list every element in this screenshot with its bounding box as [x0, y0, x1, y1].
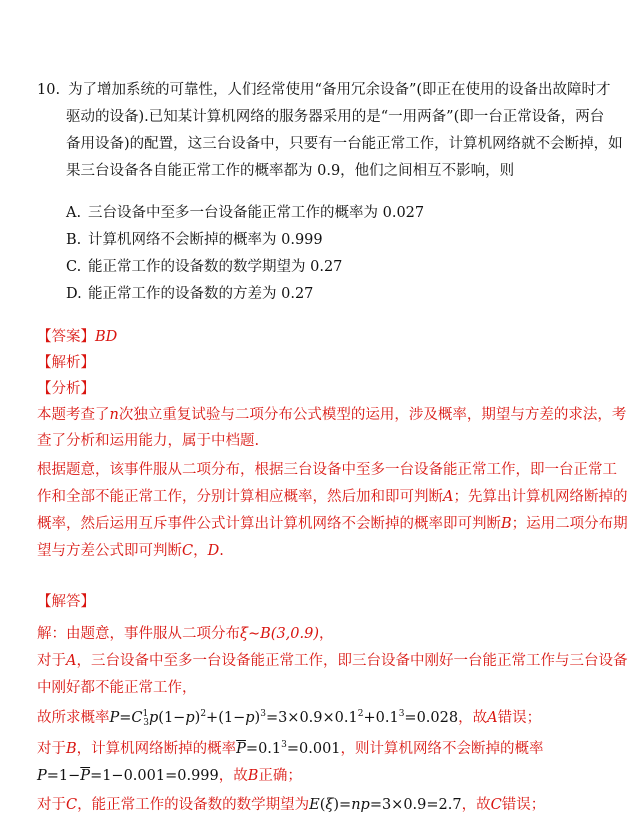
jieda-tag: 【解答】: [37, 594, 95, 610]
expectation-formula: E(ξ)=np=3×0.9=2.7: [309, 797, 462, 813]
fenxi-tag: 【分析】: [37, 381, 95, 397]
complement-formula: $\overline{P}=0.1^3=0.001$: [236, 740, 341, 757]
option-label: D.: [66, 286, 82, 302]
option-label: C.: [66, 259, 82, 275]
option-c[interactable]: [66, 257, 342, 277]
jieda-line-5: 对于B，计算机网络断掉的概率$\overline{P}=0.1^3=0.001$，则计算机网络不会断掉的概率: [37, 740, 544, 757]
jieda-line-6: $P=1-\overline{P}=1-0.001=0.999$，故B正确；: [37, 768, 302, 784]
option-label: A.: [66, 205, 82, 221]
question-line-1: [37, 80, 611, 100]
option-a[interactable]: [66, 203, 424, 223]
answer-line: [37, 327, 117, 347]
option-text: 三台设备中至多一台设备能正常工作的概率为 0.027: [88, 205, 425, 221]
answer-tag: 【答案】: [37, 329, 95, 345]
question-text: 为了增加系统的可靠性，人们经常使用“备用冗余设备”(即正在使用的设备出故障时才: [68, 82, 611, 98]
option-text: 能正常工作的设备数的方差为 0.27: [88, 286, 314, 302]
jieda-line-1: 解：由题意，事件服从二项分布ξ∼B(3,0.9)，: [37, 626, 334, 642]
fenxi-line-5: 概率，然后运用互斥事件公式计算出计算机网络不会断掉的概率即可判断B；运用二项分布期: [37, 516, 628, 532]
question-line-3: 备用设备)的配置，这三台设备中，只要有一台能正常工作，计算机网络就不会断掉，如: [66, 136, 623, 152]
answer-value: BD: [95, 329, 118, 345]
question-number: 10.: [37, 82, 61, 98]
question-line-2: 驱动的设备).已知某计算机网络的服务器采用的是“一用两备”(即一台正常设备，两台: [66, 109, 605, 125]
option-text: 计算机网络不会断掉的概率为 0.999: [88, 232, 323, 248]
jieda-line-2: 对于A，三台设备中至多一台设备能正常工作，即三台设备中刚好一台能正常工作与三台设备: [37, 653, 628, 669]
fenxi-line-6: 望与方差公式即可判断C，D.: [37, 543, 224, 559]
distribution-formula: ξ∼B(3,0.9): [240, 626, 319, 642]
analysis-tag: 【解析】: [37, 355, 95, 371]
option-text: 能正常工作的设备数的数学期望为 0.27: [88, 259, 343, 275]
fenxi-line-2: 查了分析和运用能力，属于中档题.: [37, 433, 260, 449]
fenxi-line-3: 根据题意，该事件服从二项分布，根据三台设备中至多一台设备能正常工作，即一台正常工: [37, 462, 617, 478]
var-n: n: [109, 407, 119, 423]
option-d[interactable]: [66, 284, 313, 304]
jieda-line-3: 中刚好都不能正常工作，: [37, 680, 197, 696]
fenxi-line-4: 作和全部不能正常工作，分别计算相应概率，然后加和即可判断A；先算出计算机网络断掉的: [37, 489, 628, 505]
fenxi-line-1: 本题考查了n次独立重复试验与二项分布公式模型的运用，涉及概率，期望与方差的求法，考: [37, 407, 627, 423]
question-line-4: 果三台设备各自能正常工作的概率都为 0.9，他们之间相互不影响，则: [66, 163, 515, 179]
option-label: B.: [66, 232, 82, 248]
option-b[interactable]: [66, 230, 323, 250]
jieda-line-4: 故所求概率$P=C^1_3p(1-p)^2+(1-p)^3=3\times 0.9\times 0.1^2+0.1^3=0.028$，故A错误；: [37, 709, 542, 728]
probability-formula: $P=C^1_3p(1-p)^2+(1-p)^3=3\times 0.9\times 0.1^2+0.1^3=0.028$: [109, 709, 459, 728]
nonbreak-formula: $P=1-\overline{P}=1-0.001=0.999$: [37, 768, 219, 784]
jieda-line-7: 对于C，能正常工作的设备数的数学期望为E(ξ)=np=3×0.9=2.7，故C错误；: [37, 797, 546, 813]
